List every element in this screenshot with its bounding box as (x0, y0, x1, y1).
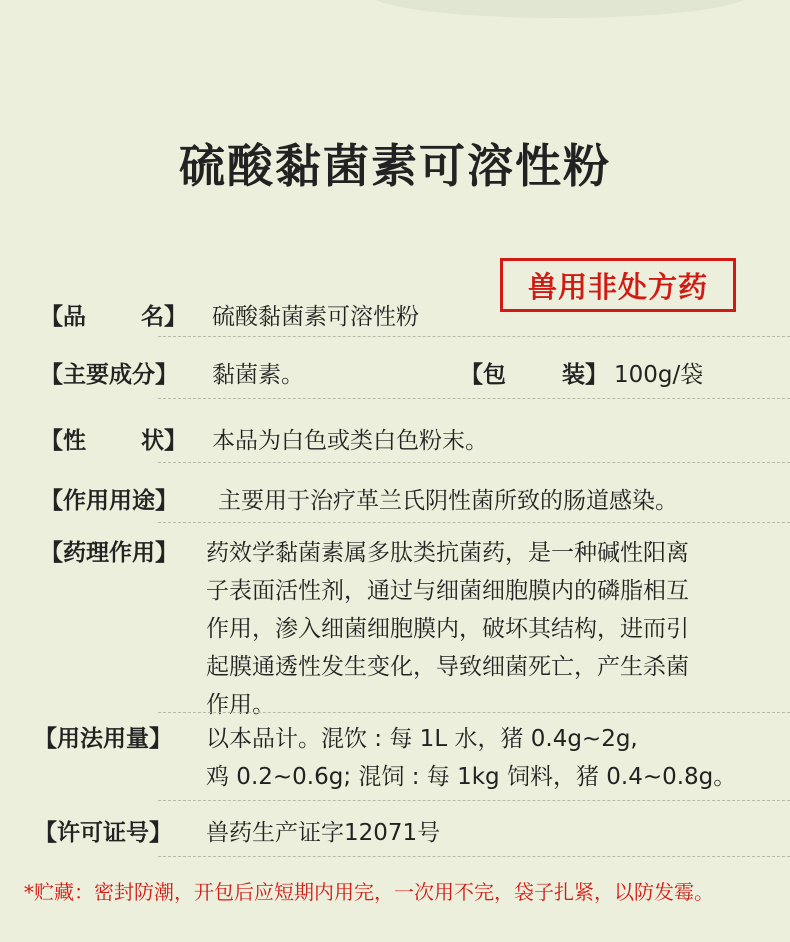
text-line: 作用。 (206, 692, 275, 718)
field-dosage-value (206, 720, 750, 796)
otc-badge: 兽用非处方药 (500, 258, 736, 312)
divider (158, 800, 790, 801)
field-appearance-value: 本品为白色或类白色粉末。 (212, 428, 488, 454)
product-title: 硫酸黏菌素可溶性粉 (179, 139, 611, 193)
text-line: 起膜通透性发生变化，导致细菌死亡，产生杀菌 (206, 654, 689, 680)
text-line: 药效学黏菌素属多肽类抗菌药，是一种碱性阳离 (206, 540, 689, 566)
text-line: 鸡 0.2~0.6g; 混饲 : 每 1kg 饲料，猪 0.4~0.8g。 (206, 764, 737, 790)
field-name-label: 【品 名】 (40, 304, 187, 330)
field-license-label: 【许可证号】 (34, 820, 172, 846)
decorative-arc (370, 0, 750, 18)
field-indication-value: 主要用于治疗革兰氏阴性菌所致的肠道感染。 (218, 488, 678, 514)
field-dosage-label: 【用法用量】 (34, 726, 172, 752)
divider (158, 712, 790, 713)
field-name-value: 硫酸黏菌素可溶性粉 (212, 304, 419, 330)
field-package-value: 100g/袋 (614, 362, 704, 388)
storage-notice: *贮藏：密封防潮，开包后应短期内用完，一次用不完，袋子扎紧，以防发霉。 (24, 880, 714, 904)
divider (158, 856, 790, 857)
field-pharmacology-label: 【药理作用】 (40, 540, 178, 566)
divider (158, 336, 790, 337)
text-line: 作用，渗入细菌细胞膜内，破坏其结构，进而引 (206, 616, 689, 642)
text-line: 子表面活性剂，通过与细菌细胞膜内的磷脂相互 (206, 578, 689, 604)
field-appearance-label: 【性 状】 (40, 428, 187, 454)
field-package-label: 【包 装】 (460, 362, 608, 388)
field-ingredient-label: 【主要成分】 (40, 362, 178, 388)
text-line: 以本品计。混饮 : 每 1L 水，猪 0.4g~2g, (206, 726, 638, 752)
field-pharmacology-value (206, 534, 750, 724)
divider (158, 398, 790, 399)
divider (158, 522, 790, 523)
field-license-value: 兽药生产证字12071号 (206, 820, 441, 846)
field-ingredient-value: 黏菌素。 (212, 362, 304, 388)
divider (158, 462, 790, 463)
field-indication-label: 【作用用途】 (40, 488, 178, 514)
